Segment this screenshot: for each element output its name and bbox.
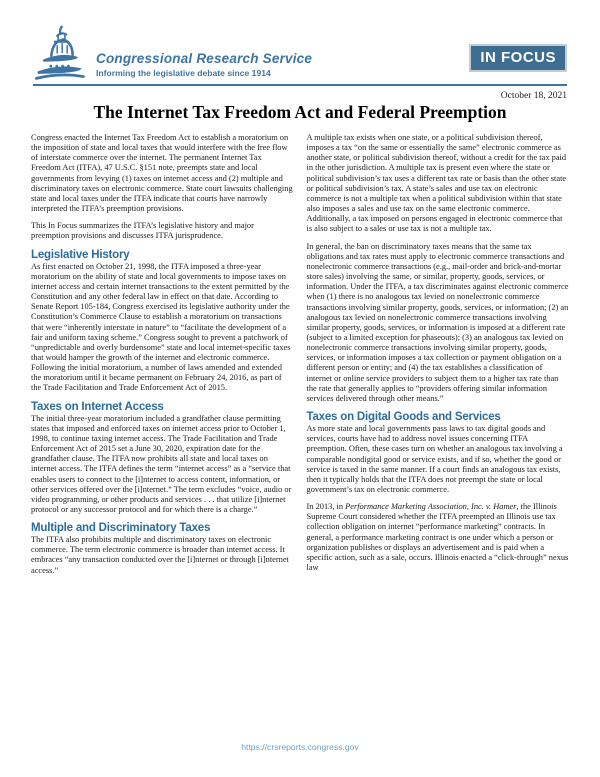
case-intro-text: In 2013, in <box>306 502 346 512</box>
crs-logo <box>30 24 312 82</box>
performance-marketing-paragraph <box>307 502 570 573</box>
crs-reports-link[interactable]: https://crsreports.congress.gov <box>241 742 359 752</box>
heading-taxes-on-internet-access: Taxes on Internet Access <box>31 400 164 413</box>
page-footer <box>0 737 600 755</box>
case-citation: Performance Marketing Association, Inc. v. Hamer <box>345 502 517 512</box>
org-name: Congressional Research Service <box>96 51 313 66</box>
right-column <box>307 133 570 583</box>
heading-taxes-digital-goods: Taxes on Digital Goods and Services <box>306 411 501 424</box>
left-column <box>31 133 294 583</box>
intro-paragraph-1: Congress enacted the Internet Tax Freedom Act to establish a moratorium on the imposition of state and local taxes that would interfere with the free flow of interstate commerce over the internet. The permanent Internet Tax Freedom Act (ITFA), 47 U.S.C. §151 note, preempts state and local governments from levying (1) taxes on internet access and (2) multiple and discriminatory taxes on electronic commerce. State court lawsuits challenging state and local taxes under the ITFA indicate that courts have narrowly interpreted the ITFA’s preemption provisions. <box>31 133 293 214</box>
brand-text <box>96 51 312 82</box>
heading-legislative-history: Legislative History <box>31 248 130 261</box>
capitol-dome-icon <box>30 24 88 82</box>
body-columns <box>0 133 600 583</box>
page-title: The Internet Tax Freedom Act and Federal Preemption <box>93 102 507 122</box>
heading-multiple-discriminatory-taxes: Multiple and Discriminatory Taxes <box>31 522 211 535</box>
in-focus-badge: IN FOCUS <box>469 44 567 72</box>
internet-access-paragraph: The initial three-year moratorium included a grandfather clause permitting states that imposed and enforced taxes on internet access prior to October 1, 1998, to continue taxing internet access. The Trade Facilitation and Trade Enforcement Act of 2015 set a June 30, 2020, expiration date for the grandfather clause. The ITFA now prohibits all state and local taxes on internet access. The ITFA defines the term “internet access” as a “service that enables users to connect to the [i]nternet to access content, information, or other services offered over the [i]nternet.” The term excludes “voice, audio or video programming, or other products and services . . . that utilize [i]nternet protocol or any successor protocol and for which there is a charge.” <box>31 413 292 514</box>
legislative-history-paragraph: As first enacted on October 21, 1998, the ITFA imposed a three-year moratorium on the ability of state and local governments to impose taxes on internet access and certain internet transactions to the extent permitted by the Constitution and any other federal law in effect on that date. According to Senate Report 105-184, Congress exercised its legislative authority under the Constitution’s Commerce Clause to establish a moratorium on transactions that were “inherently interstate in nature” to “facilitate the development of a fair and uniform taxing scheme.” Congress sought to prevent a patchwork of “unpredictable and overly burdensome” state and local internet-specific taxes that would hamper the growth of the internet and electronic commerce. Following the initial moratorium, a number of laws amended and extended the moratorium until it became permanent on February 24, 2016, as part of the Trade Facilitation and Trade Enforcement Act of 2015. <box>31 261 291 393</box>
discriminatory-tax-paragraph: In general, the ban on discriminatory taxes means that the same tax obligations and tax rates must apply to electronic commerce transactions and nonelectronic commerce transactions (e.g., mail-order and brick-and-mortar store sales) involving the same, or similar, property, goods, services, or information. Under the ITFA, a tax discriminates against electronic commerce when (1) there is no analogous tax levied on nonelectronic commerce transactions involving similar property, goods, services, or information; (2) an analogous tax levied on nonelectronic commerce transactions involving similar property, goods, services, or information is imposed at a different rate (subject to a limited exception for phaseouts); (3) an analogous tax levied on nonelectronic commerce transactions involving similar property, goods, services, or information imposes a tax collection or payment obligation on a different person or entity; and (4) the tax establishes a classification of internet or online service providers to subject them to a higher tax rate than the rate that generally applies to “providers offering similar information services delivered through other means.” <box>306 241 569 403</box>
publication-date: October 18, 2021 <box>500 91 567 101</box>
multiple-tax-paragraph: A multiple tax exists when one state, or a political subdivision thereof, imposes a tax “on the same or essentially the same” electronic commerce as another state, or political subdivision thereof, without a credit for the tax paid in the other jurisdiction. A multiple tax is present even where the state or political subdivision’s tax uses a different tax rate or basis than the other state or political subdivision’s tax. A state’s sales and use tax on electronic commerce is not a multiple tax when a political subdivision within that state also imposes a sales and use tax on the same electronic commerce. Additionally, a tax imposed on persons engaged in electronic commerce that is also subject to a sales or use tax is not a multiple tax. <box>306 133 567 234</box>
org-tagline: Informing the legislative debate since 1914 <box>96 68 271 78</box>
case-followup-text: , the Illinois Supreme Court considered whether the ITFA preempted an Illinois use tax collection obligation on internet “performance marketing” contracts. In general, a performance marketing contract is one under which a person or organization publishes or displays an advertisement and is paid when a specific action, such as a sale, occurs. Illinois enacted a “click-through” nexus law <box>306 502 569 573</box>
document-header <box>0 0 600 82</box>
multiple-discriminatory-paragraph: The ITFA also prohibits multiple and discriminatory taxes on electronic commerce. The term electronic commerce is broader than internet access. It embraces “any transaction conducted over the [i]nternet or through [i]nternet access.” <box>31 535 289 575</box>
intro-paragraph-2: This In Focus summarizes the ITFA’s legislative history and major preemption provisions and discusses ITFA jurisprudence. <box>31 221 254 241</box>
digital-goods-paragraph: As more state and local governments pass laws to tax digital goods and services, courts have had to address novel issues concerning ITFA preemption. Often, these cases turn on whether an analogous tax involving a comparable nondigital good or service exists, and if so, whether the good or service is taxed in the same manner. If a court finds an analogous tax exists, then it typically holds that the ITFA does not preempt the state or local government’s tax on electronic commerce. <box>306 424 563 494</box>
